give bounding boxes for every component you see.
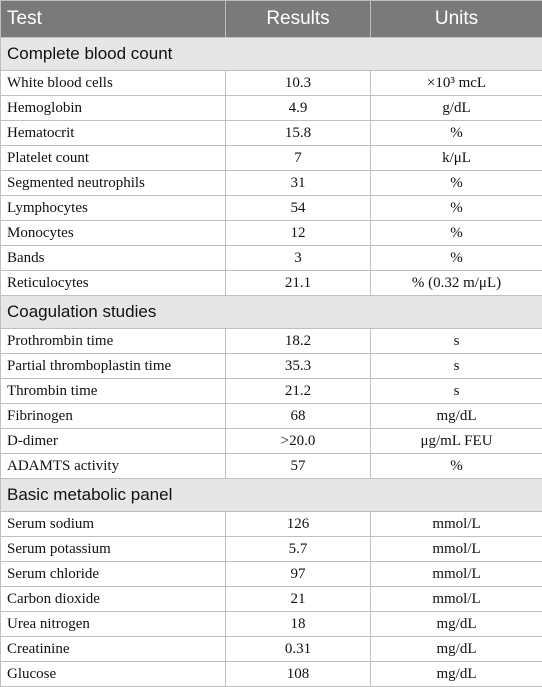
section-title: Basic metabolic panel: [1, 479, 542, 512]
unit-cell: s: [371, 329, 542, 354]
test-name-cell: Reticulocytes: [1, 271, 226, 296]
result-value-cell: 0.31: [226, 637, 371, 662]
test-name-cell: D-dimer: [1, 429, 226, 454]
unit-cell: %: [371, 454, 542, 479]
test-name-cell: Glucose: [1, 662, 226, 687]
result-value-cell: 15.8: [226, 121, 371, 146]
result-value-cell: 35.3: [226, 354, 371, 379]
result-value-cell: 5.7: [226, 537, 371, 562]
table-header: [1, 1, 542, 38]
test-name-cell: Lymphocytes: [1, 196, 226, 221]
test-name-cell: Serum sodium: [1, 512, 226, 537]
table-row: [1, 329, 542, 354]
result-value-cell: 68: [226, 404, 371, 429]
table-row: [1, 146, 542, 171]
result-value-cell: 4.9: [226, 96, 371, 121]
table-row: [1, 637, 542, 662]
unit-cell: μg/mL FEU: [371, 429, 542, 454]
table-row: [1, 354, 542, 379]
result-value-cell: 18: [226, 612, 371, 637]
table-row: [1, 271, 542, 296]
table-row: [1, 96, 542, 121]
result-value-cell: 21: [226, 587, 371, 612]
table-row: [1, 512, 542, 537]
result-value-cell: >20.0: [226, 429, 371, 454]
test-name-cell: Thrombin time: [1, 379, 226, 404]
result-value-cell: 54: [226, 196, 371, 221]
section-header-row: [1, 479, 542, 512]
table-row: [1, 454, 542, 479]
unit-cell: g/dL: [371, 96, 542, 121]
test-name-cell: Partial thromboplastin time: [1, 354, 226, 379]
table-row: [1, 221, 542, 246]
table-row: [1, 429, 542, 454]
result-value-cell: 57: [226, 454, 371, 479]
table-row: [1, 587, 542, 612]
result-value-cell: 10.3: [226, 71, 371, 96]
column-header-results: Results: [226, 1, 371, 38]
table-row: [1, 121, 542, 146]
test-name-cell: Fibrinogen: [1, 404, 226, 429]
test-name-cell: White blood cells: [1, 71, 226, 96]
unit-cell: s: [371, 354, 542, 379]
column-header-test: Test: [1, 1, 226, 38]
table-row: [1, 171, 542, 196]
result-value-cell: 12: [226, 221, 371, 246]
unit-cell: % (0.32 m/μL): [371, 271, 542, 296]
table-row: [1, 562, 542, 587]
test-name-cell: Monocytes: [1, 221, 226, 246]
table-row: [1, 662, 542, 687]
unit-cell: k/μL: [371, 146, 542, 171]
result-value-cell: 21.1: [226, 271, 371, 296]
table-row: [1, 612, 542, 637]
unit-cell: %: [371, 171, 542, 196]
unit-cell: mg/dL: [371, 404, 542, 429]
table-row: [1, 537, 542, 562]
table-row: [1, 196, 542, 221]
test-name-cell: Bands: [1, 246, 226, 271]
result-value-cell: 108: [226, 662, 371, 687]
test-name-cell: Serum chloride: [1, 562, 226, 587]
test-name-cell: Serum potassium: [1, 537, 226, 562]
unit-cell: %: [371, 221, 542, 246]
test-name-cell: Urea nitrogen: [1, 612, 226, 637]
unit-cell: mmol/L: [371, 512, 542, 537]
header-row: [1, 1, 542, 38]
unit-cell: %: [371, 121, 542, 146]
table-body: [1, 38, 542, 687]
result-value-cell: 3: [226, 246, 371, 271]
test-name-cell: Creatinine: [1, 637, 226, 662]
unit-cell: %: [371, 196, 542, 221]
unit-cell: s: [371, 379, 542, 404]
test-name-cell: Platelet count: [1, 146, 226, 171]
test-name-cell: Carbon dioxide: [1, 587, 226, 612]
column-header-units: Units: [371, 1, 542, 38]
result-value-cell: 97: [226, 562, 371, 587]
test-name-cell: Hemoglobin: [1, 96, 226, 121]
unit-cell: mg/dL: [371, 637, 542, 662]
result-value-cell: 126: [226, 512, 371, 537]
test-name-cell: Segmented neutrophils: [1, 171, 226, 196]
result-value-cell: 31: [226, 171, 371, 196]
unit-cell: mg/dL: [371, 662, 542, 687]
result-value-cell: 21.2: [226, 379, 371, 404]
table-row: [1, 404, 542, 429]
unit-cell: ×10³ mcL: [371, 71, 542, 96]
result-value-cell: 7: [226, 146, 371, 171]
unit-cell: mg/dL: [371, 612, 542, 637]
section-title: Coagulation studies: [1, 296, 542, 329]
section-header-row: [1, 296, 542, 329]
section-header-row: [1, 38, 542, 71]
test-name-cell: ADAMTS activity: [1, 454, 226, 479]
unit-cell: mmol/L: [371, 587, 542, 612]
table-row: [1, 379, 542, 404]
table-row: [1, 71, 542, 96]
test-name-cell: Hematocrit: [1, 121, 226, 146]
table-row: [1, 246, 542, 271]
unit-cell: %: [371, 246, 542, 271]
result-value-cell: 18.2: [226, 329, 371, 354]
unit-cell: mmol/L: [371, 537, 542, 562]
section-title: Complete blood count: [1, 38, 542, 71]
unit-cell: mmol/L: [371, 562, 542, 587]
test-name-cell: Prothrombin time: [1, 329, 226, 354]
